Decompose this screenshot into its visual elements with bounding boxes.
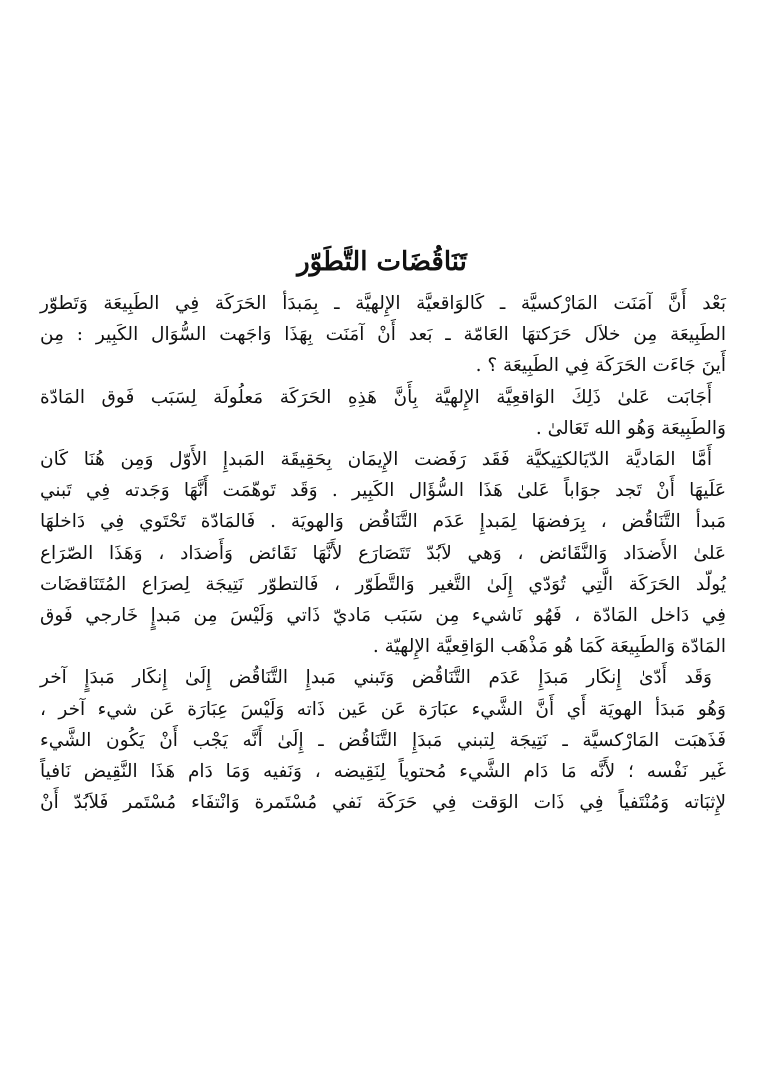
text-line: يُولّد الحَرَكَة الَّتِي تُوَدّي إِلَىٰ التَّغير وَالتَّطَوّر ، فَالتطوّر نَتِيجَة لِصرَاع المُتَنَاقضَات [40, 573, 726, 595]
text-line: وَقَد أَدّىٰ إِنكَار مَبدَإِ عَدَم التَّنَاقُض وَتَبني مَبدإِ التَّنَاقُض إِلَىٰ إِنكَار مَبدَإٍ آخر [40, 667, 712, 689]
text-line: مَبدأ التَّنَاقُض ، بِرَفضهَا لِمَبدإِ عَدَم التَّنَاقُض وَالهويَة . فَالمَادّة تَحْتَوي فِي دَاخلهَا [40, 511, 726, 533]
paragraph-2 [40, 382, 726, 444]
text-line: عَلَيهَا أَنْ تَجد جوَاباً عَلىٰ هَذَا السُّؤَال الكَبِير . وَقَد تَوهّمَت أَنَّهَا وَجَدته فِي تَبني [40, 480, 726, 502]
text-line: أَينَ جَاءَت الحَرَكَة فِي الطَبِيعَة ؟ . [475, 355, 726, 377]
text-line: وَهُو مَبدَأ الهويَة أَي أَنَّ الشَّيء عبَارَة عَن عَين ذَاته وَلَيْسَ عِبَارَة عَن شيء آخر ، [40, 698, 726, 720]
paragraph-1 [40, 288, 726, 382]
text-line: أَمَّا المَاديَّة الدّيَالكتِيكيَّة فَقَد رَفَضت الإِيمَان بِحَقِيقَة المَبدإِ الأَوّل وَمِن هُنَا كَان [40, 449, 712, 471]
text-line: لإِثبَاته وَمُنْتَفياً فِي ذَات الوَقت فِي حَرَكَة نَفي مُسْتَمرة وَانْتفَاء مُسْتَمر فَلاَبُدّ أَنْ [40, 792, 726, 814]
text-line: أَجَابَت عَلىٰ ذَلِكَ الوَاقعِيَّة الإِلهيَّة بِأَنَّ هَذِهِ الحَرَكَة مَعلُولَة لِسَبَب فَوق المَادّة [40, 386, 712, 408]
body-text [40, 288, 726, 818]
text-line: وَالطَبِيعَة وَهُو الله تَعَالىٰ . [535, 417, 726, 439]
page-title: تَنَاقُضَات التَّطَوّر [297, 247, 467, 277]
text-line: فَذَهبَت المَارْكسيَّة ـ نَتِيجَة لِتبني مَبدَإِ التَّنَاقُض ـ إِلَىٰ أَنَّه يَجْب أَنْ يَكُون الشَّيء [40, 729, 726, 751]
text-line: غَير نَفْسه ؛ لأَنَّه مَا دَام الشَّيء مُحتوياً لِنَقِيضه ، وَنَفيه وَمَا دَام هَذَا النَّقِيض نَافياً [40, 761, 726, 783]
text-line: عَلىٰ الأَضدَاد وَالنَّقَائض ، وَهي لاَبُدّ تَتَصَارَع لأَنَّهَا نَقَائض وَأَضدَاد ، وَهَذَا الصّرَاع [40, 542, 726, 564]
text-line: بَعْد أَنَّ آمَنَت المَارْكسيَّة ـ كَالوَاقعيَّة الإِلهيَّة ـ بِمَبدَأ الحَرَكَة فِي الطَبِيعَة وَتَطوّر [40, 293, 726, 314]
text-line: فِي دَاخل المَادّة ، فَهُو نَاشيء مِن سَبَب مَاديّ ذَاتي وَلَيْسَ مِن مَبدإٍ خَارجي فَوق [40, 605, 726, 627]
text-line: الطَبِيعَة مِن خلاَل حَرَكتهَا العَامّة ـ بَعد أَنْ آمَنَت بِهَذَا وَاجَهت السُّوَال الكَبِير : مِن [40, 324, 726, 346]
paragraph-4 [40, 662, 726, 818]
text-line: المَادّة وَالطَبِيعَة كَمَا هُو مَذْهَب الوَاقِعيَّة الإِلهيّة . [372, 636, 726, 658]
paragraph-3 [40, 444, 726, 662]
